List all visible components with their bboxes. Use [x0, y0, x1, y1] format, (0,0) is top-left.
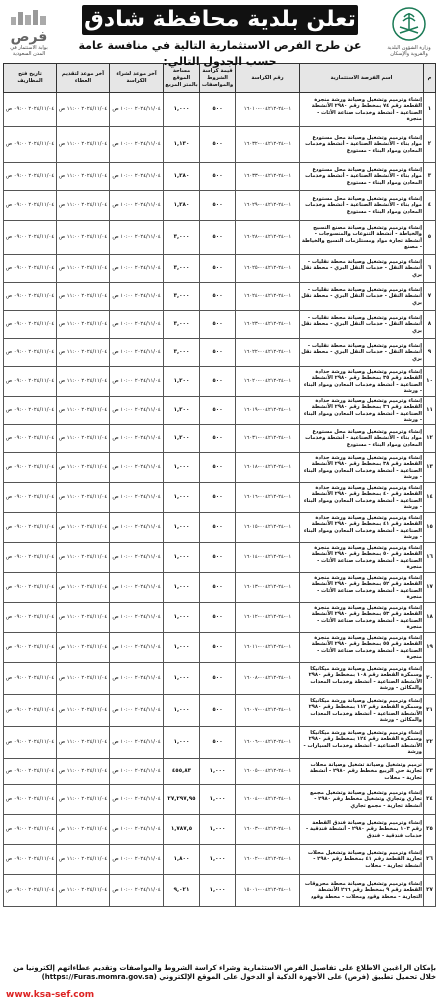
booklet-number: ٠١-٢٤-٠٠٤٢١٢-١٦٠٠٥ [236, 759, 300, 785]
booklet-number: ٠١-٢٤-٠٠٤٢١٢-١٦٠٢٠ [236, 367, 300, 397]
table-row [4, 127, 436, 163]
booklet-number: ٠١-٢٤-٠٠٤٢١٢-١٦٠١١ [236, 633, 300, 663]
opportunity-name: إنشاء وترميم وتشغيل وصيانة ورشة حدادة القطعة رقم ٤١ بمخطط رقم ٢٩٨٠ الأنشطة الصناعية - أنشطة وخدمات المعادن ومواد البناء - ورشة [300, 513, 424, 543]
row-number: ١٦ [424, 543, 436, 573]
table-row [4, 397, 436, 425]
opening-date: ٢٠٢٤/١١/٠٤ ٠٩:٠٠ ص [4, 311, 57, 339]
submit-deadline: ٢٠٢٤/١١/٠٤ ١١:٠٠ ص [57, 633, 110, 663]
site-area: ١,٠٠٠ [164, 727, 200, 759]
opening-date: ٢٠٢٤/١١/٠٤ ٠٩:٠٠ ص [4, 603, 57, 633]
opening-date: ٢٠٢٤/١١/٠٤ ٠٩:٠٠ ص [4, 191, 57, 221]
opportunity-name: إنشاء وترميم وتشغيل وصيانة محل مستودع مواد بناء - الأنشطة الصناعية - أنشطة وخدمات المعادن ومواد البناء - مستودع [300, 425, 424, 453]
opportunity-name: إنشاء وترميم وتشغيل وصيانة مصنع النسيج والخياطة - أنشطة التنوعات والمنسوجات - أنشطة تجارة مواد ومستلزمات النسيج والخياطة - مصنع [300, 221, 424, 255]
site-area: ٣,٠٠٠ [164, 221, 200, 255]
booklet-fee: ٥٠٠ [200, 367, 236, 397]
opening-date: ٢٠٢٤/١١/٠٤ ٠٩:٠٠ ص [4, 255, 57, 283]
booklet-fee: ٥٠٠ [200, 221, 236, 255]
booklet-number: ٠١-٢٤-٠٠٤٢١٢-١٦٠١٨ [236, 453, 300, 483]
buy-deadline: ٢٠٢٤/١١/٠٤ ١٠:٠٠ ص [110, 483, 164, 513]
table-row [4, 453, 436, 483]
table-row [4, 311, 436, 339]
table-row [4, 603, 436, 633]
row-number: ١٠ [424, 367, 436, 397]
opening-date: ٢٠٢٤/١١/٠٤ ٠٩:٠٠ ص [4, 483, 57, 513]
booklet-fee: ٥٠٠ [200, 573, 236, 603]
palm-swords-icon [392, 7, 426, 41]
booklet-fee: ٥٠٠ [200, 311, 236, 339]
booklet-fee: ١,٠٠٠ [200, 759, 236, 785]
submit-deadline: ٢٠٢٤/١١/٠٤ ١١:٠٠ ص [57, 815, 110, 845]
row-number: ٢٢ [424, 727, 436, 759]
buy-deadline: ٢٠٢٤/١١/٠٤ ١٠:٠٠ ص [110, 759, 164, 785]
opportunity-name: إنشاء وترميم وتشغيل وصيانة محطة نقليات - أنشطة النقل - خدمات النقل البري - محطة نقل بري [300, 255, 424, 283]
opening-date: ٢٠٢٤/١١/٠٤ ٠٩:٠٠ ص [4, 845, 57, 875]
site-area: ١,٠٠٠ [164, 513, 200, 543]
site-area: ١,٢٠٠ [164, 425, 200, 453]
site-area: ٣,٠٠٠ [164, 283, 200, 311]
site-area: ١,٠٠٠ [164, 695, 200, 727]
opening-date: ٢٠٢٤/١١/٠٤ ٠٩:٠٠ ص [4, 453, 57, 483]
submit-deadline: ٢٠٢٤/١١/٠٤ ١١:٠٠ ص [57, 283, 110, 311]
furas-logo-text: فرص [10, 29, 48, 45]
opportunity-name: إنشاء وترميم وتشغيل وصيانة ورشة منجرة القطعة رقم ٥٢ بمخطط رقم ٢٩٨٠ الأنشطة الصناعية - أنشطة وخدمات صناعة الأثاث - منجرة [300, 573, 424, 603]
opportunity-name: إنشاء وترميم وتشغيل وصيانة ورشة منجرة القطعة رقم ٥٠ بمخطط رقم ٢٩٨٠ الأنشطة الصناعية - أنشطة وخدمات صناعة الأثاث - منجرة [300, 543, 424, 573]
buy-deadline: ٢٠٢٤/١١/٠٤ ١٠:٠٠ ص [110, 453, 164, 483]
row-number: ٤ [424, 191, 436, 221]
ad-subtitle: عن طرح الفرص الاستثمارية التالية في منافسة عامة حسب الجدول التالي: [78, 39, 362, 68]
table-row [4, 191, 436, 221]
site-area: ١,٠٠٠ [164, 603, 200, 633]
opening-date: ٢٠٢٤/١١/٠٤ ٠٩:٠٠ ص [4, 425, 57, 453]
buy-deadline: ٢٠٢٤/١١/٠٤ ١٠:٠٠ ص [110, 93, 164, 127]
submit-deadline: ٢٠٢٤/١١/٠٤ ١١:٠٠ ص [57, 785, 110, 815]
booklet-fee: ٥٠٠ [200, 603, 236, 633]
site-area: ٤٥٥,٨٣ [164, 759, 200, 785]
opening-date: ٢٠٢٤/١١/٠٤ ٠٩:٠٠ ص [4, 221, 57, 255]
table-row [4, 425, 436, 453]
booklet-fee: ١,٠٠٠ [200, 845, 236, 875]
table-row [4, 543, 436, 573]
opening-date: ٢٠٢٤/١١/٠٤ ٠٩:٠٠ ص [4, 163, 57, 191]
buy-deadline: ٢٠٢٤/١١/٠٤ ١٠:٠٠ ص [110, 815, 164, 845]
row-number: ٢٧ [424, 875, 436, 907]
submit-deadline: ٢٠٢٤/١١/٠٤ ١١:٠٠ ص [57, 845, 110, 875]
submit-deadline: ٢٠٢٤/١١/٠٤ ١١:٠٠ ص [57, 191, 110, 221]
site-area: ١,٠٠٠ [164, 483, 200, 513]
table-row [4, 633, 436, 663]
site-area: ١,٠٠٠ [164, 453, 200, 483]
booklet-number: ٠١-٢٤-٠٠٤٢١٢-١٦٠١٩ [236, 397, 300, 425]
row-number: ٢٦ [424, 845, 436, 875]
booklet-fee: ٥٠٠ [200, 127, 236, 163]
col-header-name: اسم الفرصة الاستثمارية [300, 64, 424, 93]
col-header-buy-deadline: آخر موعد لشراء الكراسة [110, 64, 164, 93]
opportunity-name: إنشاء وترميم وتشغيل وصيانة وتشغيل محلات تجارية القطعة رقم ٤١ بمخطط رقم ٢٩٨٠ - أنشطة تجارية - محلات [300, 845, 424, 875]
booklet-number: ٠١-٢٤-٠٠٤٢١٢-١٦٠١٦ [236, 483, 300, 513]
site-area: ١,٠٠٠ [164, 663, 200, 695]
site-area: ٩,٠٢١ [164, 875, 200, 907]
opportunity-name: إنشاء وترميم وتشغيل وصيانة ورشة ميكانيكا وسمكرة القطعة رقم ١٠٨ بمخطط رقم ٢٩٨٠ الأنشطة الصناعية - أنشطة وخدمات المعدات والمكائن - ورشة [300, 663, 424, 695]
buy-deadline: ٢٠٢٤/١١/٠٤ ١٠:٠٠ ص [110, 875, 164, 907]
submit-deadline: ٢٠٢٤/١١/٠٤ ١١:٠٠ ص [57, 513, 110, 543]
row-number: ١٤ [424, 483, 436, 513]
table-row [4, 339, 436, 367]
buy-deadline: ٢٠٢٤/١١/٠٤ ١٠:٠٠ ص [110, 311, 164, 339]
buy-deadline: ٢٠٢٤/١١/٠٤ ١٠:٠٠ ص [110, 603, 164, 633]
buy-deadline: ٢٠٢٤/١١/٠٤ ١٠:٠٠ ص [110, 283, 164, 311]
opening-date: ٢٠٢٤/١١/٠٤ ٠٩:٠٠ ص [4, 513, 57, 543]
booklet-number: ٠١-٢٤-٠٠٤٢١٢-١٦٠٢٤ [236, 283, 300, 311]
buy-deadline: ٢٠٢٤/١١/٠٤ ١٠:٠٠ ص [110, 573, 164, 603]
row-number: ٢٥ [424, 815, 436, 845]
submit-deadline: ٢٠٢٤/١١/٠٤ ١١:٠٠ ص [57, 603, 110, 633]
row-number: ٢٠ [424, 663, 436, 695]
booklet-number: ٠١-٢٤-٠٠٤٢١٢-١٦٠٢٣ [236, 311, 300, 339]
opening-date: ٢٠٢٤/١١/٠٤ ٠٩:٠٠ ص [4, 339, 57, 367]
opportunities-table [3, 63, 436, 907]
opening-date: ٢٠٢٤/١١/٠٤ ٠٩:٠٠ ص [4, 127, 57, 163]
row-number: ١ [424, 93, 436, 127]
site-area: ١,٠٠٠ [164, 633, 200, 663]
site-area: ١,٠٠٠ [164, 573, 200, 603]
booklet-fee: ٥٠٠ [200, 543, 236, 573]
booklet-fee: ١,٠٠٠ [200, 875, 236, 907]
booklet-number: ٠١-٢٤-٠٠٤٢١٢-١٦٠١٤ [236, 543, 300, 573]
opportunity-name: إنشاء وترميم وتشغيل وصيانة محطة نقليات - أنشطة النقل - خدمات النقل البري - محطة نقل بري [300, 283, 424, 311]
site-area: ١,٢٨٠ [164, 191, 200, 221]
table-row [4, 283, 436, 311]
table-row [4, 785, 436, 815]
opportunity-name: إنشاء وترميم وتشغيل وصيانة ورشة ميكانيكا وسمكرة القطعة رقم ١١٢ بمخطط رقم ٢٩٨٠ الأنشطة الصناعية - أنشطة وخدمات المعدات والمكائن - ورشة [300, 695, 424, 727]
booklet-number: ٠١-٢٤-٠٠٤٢١٢-١٦٠٠٤ [236, 785, 300, 815]
table-row [4, 727, 436, 759]
opportunity-name: إنشاء وترميم وتشغيل وصيانة محل مستودع مواد بناء - الأنشطة الصناعية - أنشطة وخدمات المعادن ومواد البناء - مستودع [300, 191, 424, 221]
buy-deadline: ٢٠٢٤/١١/٠٤ ١٠:٠٠ ص [110, 845, 164, 875]
buy-deadline: ٢٠٢٤/١١/٠٤ ١٠:٠٠ ص [110, 191, 164, 221]
booklet-fee: ٥٠٠ [200, 425, 236, 453]
ministry-name: وزارة الشؤون البلدية والقروية والإسكان [387, 45, 431, 57]
submit-deadline: ٢٠٢٤/١١/٠٤ ١١:٠٠ ص [57, 695, 110, 727]
booklet-number: ٠١-٢٤-٠٠٤٢١٢-١٦٠٣٣ [236, 163, 300, 191]
submit-deadline: ٢٠٢٤/١١/٠٤ ١١:٠٠ ص [57, 453, 110, 483]
booklet-fee: ٥٠٠ [200, 397, 236, 425]
submit-deadline: ٢٠٢٤/١١/٠٤ ١١:٠٠ ص [57, 339, 110, 367]
ad-title: تعلن بلدية محافظة شادق [82, 5, 358, 35]
buy-deadline: ٢٠٢٤/١١/٠٤ ١٠:٠٠ ص [110, 663, 164, 695]
table-row [4, 163, 436, 191]
col-header-submit-deadline: آخر موعد لتقديم العطاء [57, 64, 110, 93]
table-row [4, 483, 436, 513]
opening-date: ٢٠٢٤/١١/٠٤ ٠٩:٠٠ ص [4, 695, 57, 727]
booklet-number: ٠١-٢٤-٠٠٤٢١٢-١٦٠٣١ [236, 425, 300, 453]
site-area: ٢٧,٢٩٧,٩٥ [164, 785, 200, 815]
opportunity-name: إنشاء وترميم وتشغيل وصيانة ورشة منجرة القطعة رقم ٥٣ بمخطط رقم ٢٩٨٠ الأنشطة الصناعية - أنشطة وخدمات صناعة الأثاث - منجرة [300, 603, 424, 633]
opportunity-name: إنشاء وترميم وتشغيل وصيانة محل مستودع مواد بناء - الأنشطة الصناعية - أنشطة وخدمات المعادن ومواد البناء - مستودع [300, 127, 424, 163]
table-row [4, 221, 436, 255]
table-row [4, 255, 436, 283]
opportunity-name: إنشاء وترميم وتشغيل وصيانة ورشة حدادة القطعة رقم ٣٥ بمخطط رقم ٢٩٨٠ الأنشطة الصناعية - أنشطة وخدمات المعادن ومواد البناء - ورشة [300, 367, 424, 397]
city-skyline-icon [9, 9, 49, 25]
row-number: ١١ [424, 397, 436, 425]
ad-header [4, 3, 436, 68]
opening-date: ٢٠٢٤/١١/٠٤ ٠٩:٠٠ ص [4, 785, 57, 815]
booklet-fee: ٥٠٠ [200, 163, 236, 191]
table-body [4, 93, 436, 907]
site-area: ٣,٠٠٠ [164, 311, 200, 339]
booklet-fee: ٥٠٠ [200, 483, 236, 513]
submit-deadline: ٢٠٢٤/١١/٠٤ ١١:٠٠ ص [57, 163, 110, 191]
submit-deadline: ٢٠٢٤/١١/٠٤ ١١:٠٠ ص [57, 367, 110, 397]
opening-date: ٢٠٢٤/١١/٠٤ ٠٩:٠٠ ص [4, 727, 57, 759]
buy-deadline: ٢٠٢٤/١١/٠٤ ١٠:٠٠ ص [110, 633, 164, 663]
submit-deadline: ٢٠٢٤/١١/٠٤ ١١:٠٠ ص [57, 397, 110, 425]
opportunity-name: إنشاء وترميم وتشغيل وصيانة ورشة حدادة القطعة رقم ٣٨ بمخطط رقم ٢٩٨٠ الأنشطة الصناعية - أنشطة وخدمات المعادن ومواد البناء - ورشة [300, 453, 424, 483]
buy-deadline: ٢٠٢٤/١١/٠٤ ١٠:٠٠ ص [110, 513, 164, 543]
site-area: ١,٧٨٧,٥ [164, 815, 200, 845]
row-number: ٢١ [424, 695, 436, 727]
buy-deadline: ٢٠٢٤/١١/٠٤ ١٠:٠٠ ص [110, 397, 164, 425]
row-number: ٣ [424, 163, 436, 191]
opportunity-name: إنشاء وترميم وتشغيل وصيانة ورشة ميكانيكا وسمكرة القطعة رقم ١٢٤ بمخطط رقم ٢٩٨٠ الأنشطة الصناعية - أنشطة وخدمات السيارات - ورشة [300, 727, 424, 759]
opening-date: ٢٠٢٤/١١/٠٤ ٠٩:٠٠ ص [4, 875, 57, 907]
row-number: ١٥ [424, 513, 436, 543]
row-number: ٨ [424, 311, 436, 339]
table-row [4, 573, 436, 603]
opportunity-name: إنشاء وترميم وتشغيل وصيانة محطة نقليات - أنشطة النقل - خدمات النقل البري - محطة نقل بري [300, 339, 424, 367]
booklet-number: ٠١-٢٤-٠٠٤٢١٢-١٦٠٠٣ [236, 815, 300, 845]
row-number: ١٢ [424, 425, 436, 453]
buy-deadline: ٢٠٢٤/١١/٠٤ ١٠:٠٠ ص [110, 221, 164, 255]
table-row [4, 663, 436, 695]
opportunity-name: إنشاء وترميم وتشغيل وصيانة ورشة منجرة القطعة رقم ٥٥ بمخطط رقم ٢٩٨٠ الأنشطة الصناعية - أنشطة وخدمات صناعة الأثاث - منجرة [300, 633, 424, 663]
site-area: ٣,٠٠٠ [164, 339, 200, 367]
submit-deadline: ٢٠٢٤/١١/٠٤ ١١:٠٠ ص [57, 127, 110, 163]
opening-date: ٢٠٢٤/١١/٠٤ ٠٩:٠٠ ص [4, 543, 57, 573]
buy-deadline: ٢٠٢٤/١١/٠٤ ١٠:٠٠ ص [110, 163, 164, 191]
booklet-number: ٠١-٢٤-٠٠٤٢١٢-١٦٠٢٥ [236, 255, 300, 283]
table-row [4, 93, 436, 127]
booklet-number: ٠١-٢٤-٠٠٤٢١٢-١٦٠٠٦ [236, 727, 300, 759]
row-number: ١٧ [424, 573, 436, 603]
furas-tagline: بوابة الاستثمار في المدن السعودية [10, 45, 48, 57]
row-number: ٩ [424, 339, 436, 367]
booklet-fee: ٥٠٠ [200, 283, 236, 311]
buy-deadline: ٢٠٢٤/١١/٠٤ ١٠:٠٠ ص [110, 727, 164, 759]
submit-deadline: ٢٠٢٤/١١/٠٤ ١١:٠٠ ص [57, 425, 110, 453]
site-area: ١,٢٠٠ [164, 397, 200, 425]
opening-date: ٢٠٢٤/١١/٠٤ ٠٩:٠٠ ص [4, 283, 57, 311]
table-row [4, 759, 436, 785]
opportunity-name: إنشاء وترميم وتشغيل وصيانة ورشة منجرة القطعة رقم ٧٤ بمخطط رقم ٢٩٨٠ الأنشطة الصناعية - أنشطة وخدمات صناعة الأثاث - منجرة [300, 93, 424, 127]
booklet-fee: ٥٠٠ [200, 93, 236, 127]
booklet-fee: ٥٠٠ [200, 695, 236, 727]
col-header-opening-date: تاريخ فتح المظاريف [4, 64, 57, 93]
submit-deadline: ٢٠٢٤/١١/٠٤ ١١:٠٠ ص [57, 483, 110, 513]
submit-deadline: ٢٠٢٤/١١/٠٤ ١١:٠٠ ص [57, 543, 110, 573]
submit-deadline: ٢٠٢٤/١١/٠٤ ١١:٠٠ ص [57, 727, 110, 759]
submit-deadline: ٢٠٢٤/١١/٠٤ ١١:٠٠ ص [57, 663, 110, 695]
buy-deadline: ٢٠٢٤/١١/٠٤ ١٠:٠٠ ص [110, 695, 164, 727]
booklet-number: ٠١-٢٤-٠٠٤٢١٢-١٦٠٢٩ [236, 191, 300, 221]
opportunity-name: إنشاء وترميم وتشغيل وصيانة ورشة حدادة القطعة رقم ٣٦ بمخطط رقم ٢٩٨٠ الأنشطة الصناعية - أنشطة وخدمات المعادن ومواد البناء - ورشة [300, 397, 424, 425]
table-row [4, 875, 436, 907]
site-area: ١,١٣٠ [164, 127, 200, 163]
col-header-booklet: رقم الكراسة [236, 64, 300, 93]
opportunity-name: إنشاء وترميم وتشغيل وصيانة ورشة حدادة القطعة رقم ٤٠ بمخطط رقم ٢٩٨٠ الأنشطة الصناعية - أنشطة وخدمات المعادن ومواد البناء - ورشة [300, 483, 424, 513]
site-area: ١,٨٠٠ [164, 845, 200, 875]
site-area: ١,٢٨٠ [164, 163, 200, 191]
submit-deadline: ٢٠٢٤/١١/٠٤ ١١:٠٠ ص [57, 221, 110, 255]
submit-deadline: ٢٠٢٤/١١/٠٤ ١١:٠٠ ص [57, 573, 110, 603]
row-number: ١٣ [424, 453, 436, 483]
opportunity-name: إنشاء وترميم وتشغيل وصيانة فندق القطعة رقم ١٠٣ بمخطط رقم ٢٩٨٠ - أنشطة فندقية - خدمات فندقية - فندق [300, 815, 424, 845]
opening-date: ٢٠٢٤/١١/٠٤ ٠٩:٠٠ ص [4, 759, 57, 785]
opening-date: ٢٠٢٤/١١/٠٤ ٠٩:٠٠ ص [4, 815, 57, 845]
opportunity-name: إنشاء وترميم وتشغيل وصيانة وتشغيل مجمع تجاري وتجاري وتشغيل مخطط رقم ٢٩٨٠ - أنشطة تجارية - مجمع تجاري [300, 785, 424, 815]
opportunity-name: ترميم وتشغيل وصيانة تشغيل وصيانة محلات تجارية حي الربيع مخطط رقم ٢٩٨٠ - أنشطة تجارية - محلات [300, 759, 424, 785]
booklet-number: ٠١-٢٤-٠٠٤٢١٢-١٦٠١٥ [236, 513, 300, 543]
booklet-fee: ٥٠٠ [200, 255, 236, 283]
row-number: ١٨ [424, 603, 436, 633]
title-box [62, 3, 378, 68]
row-number: ٢٣ [424, 759, 436, 785]
booklet-fee: ٥٠٠ [200, 633, 236, 663]
booklet-number: ٠١-٢٤-٠٠٤٢١٢-١٥٠٠١ [236, 875, 300, 907]
row-number: ٧ [424, 283, 436, 311]
booklet-number: ٠١-٢٤-٠٠٤٢١٢-١٦٠٠٨ [236, 663, 300, 695]
booklet-fee: ٥٠٠ [200, 191, 236, 221]
booklet-fee: ٥٠٠ [200, 453, 236, 483]
booklet-number: ٠١-٢٤-٠٠٤٢١٢-١٦٠٠٢ [236, 845, 300, 875]
booklet-number: ٠١-٢٤-٠٠٤٢١٢-١٦٠١٣ [236, 573, 300, 603]
furas-logo [6, 9, 52, 55]
booklet-number: ٠١-٢٤-٠٠٤٢١٢-١٦٠٢٨ [236, 221, 300, 255]
buy-deadline: ٢٠٢٤/١١/٠٤ ١٠:٠٠ ص [110, 425, 164, 453]
submit-deadline: ٢٠٢٤/١١/٠٤ ١١:٠٠ ص [57, 759, 110, 785]
booklet-fee: ٥٠٠ [200, 339, 236, 367]
opening-date: ٢٠٢٤/١١/٠٤ ٠٩:٠٠ ص [4, 397, 57, 425]
ministry-logo [384, 7, 434, 59]
opportunity-name: إنشاء وترميم وتشغيل وصيانة محطة محروقات القطعة رقم ٩ بمخطط رقم ٢٦٦ الأنشطة التجارية - محطة وقود ومحلات - محطة وقود [300, 875, 424, 907]
opening-date: ٢٠٢٤/١١/٠٤ ٠٩:٠٠ ص [4, 633, 57, 663]
submit-deadline: ٢٠٢٤/١١/٠٤ ١١:٠٠ ص [57, 875, 110, 907]
row-number: ٢٤ [424, 785, 436, 815]
booklet-number: ٠١-٢٤-٠٠٤٢١٢-١٦٠٣٢ [236, 127, 300, 163]
table-row [4, 513, 436, 543]
col-header-fee: قيمة كراسة الشروط والمواصفات [200, 64, 236, 93]
submit-deadline: ٢٠٢٤/١١/٠٤ ١١:٠٠ ص [57, 255, 110, 283]
booklet-number: ٠١-٢٤-٠٠٤٢١٢-١٦٠٢٢ [236, 339, 300, 367]
col-header-area: مساحة الموقع بالمتر المربع [164, 64, 200, 93]
booklet-fee: ١,٠٠٠ [200, 815, 236, 845]
booklet-number: ٠١-٢٤-٠٠٤٢١٢-١٦٠١٢ [236, 603, 300, 633]
site-area: ١,٠٠٠ [164, 543, 200, 573]
table-row [4, 695, 436, 727]
buy-deadline: ٢٠٢٤/١١/٠٤ ١٠:٠٠ ص [110, 785, 164, 815]
row-number: ١٩ [424, 633, 436, 663]
row-number: ٢ [424, 127, 436, 163]
row-number: ٦ [424, 255, 436, 283]
col-header-number: م [424, 64, 436, 93]
table-row [4, 815, 436, 845]
buy-deadline: ٢٠٢٤/١١/٠٤ ١٠:٠٠ ص [110, 367, 164, 397]
footer-note: بإمكان الراغبين الاطلاع على تفاصيل الفرص الاستثمارية وشراء كراسة الشروط والمواصفات وتقديم عطاءاتهم إلكترونيا من خلال تحميل تطبيق (فرص) على الأجهزة الذكية أو الدخول على الموقع الإلكتروني (https://Furas.momra.gov.sa) [13, 964, 436, 981]
buy-deadline: ٢٠٢٤/١١/٠٤ ١٠:٠٠ ص [110, 127, 164, 163]
opening-date: ٢٠٢٤/١١/٠٤ ٠٩:٠٠ ص [4, 93, 57, 127]
site-area: ١,٢٠٠ [164, 367, 200, 397]
opportunity-name: إنشاء وترميم وتشغيل وصيانة محطة نقليات - أنشطة النقل - خدمات النقل البري - محطة نقل بري [300, 311, 424, 339]
buy-deadline: ٢٠٢٤/١١/٠٤ ١٠:٠٠ ص [110, 255, 164, 283]
table-row [4, 367, 436, 397]
opening-date: ٢٠٢٤/١١/٠٤ ٠٩:٠٠ ص [4, 573, 57, 603]
opportunity-name: إنشاء وترميم وتشغيل وصيانة محل مستودع مواد بناء - الأنشطة الصناعية - أنشطة وخدمات المعادن ومواد البناء - مستودع [300, 163, 424, 191]
site-area: ٣,٠٠٠ [164, 255, 200, 283]
buy-deadline: ٢٠٢٤/١١/٠٤ ١٠:٠٠ ص [110, 543, 164, 573]
booklet-fee: ٥٠٠ [200, 727, 236, 759]
site-watermark: www.ksa-sef.com [6, 990, 95, 1000]
opening-date: ٢٠٢٤/١١/٠٤ ٠٩:٠٠ ص [4, 663, 57, 695]
opening-date: ٢٠٢٤/١١/٠٤ ٠٩:٠٠ ص [4, 367, 57, 397]
booklet-fee: ١,٠٠٠ [200, 785, 236, 815]
booklet-number: ٠١-٢٤-٠٠٤٢١٢-١٦٠٠٧ [236, 695, 300, 727]
row-number: ٥ [424, 221, 436, 255]
buy-deadline: ٢٠٢٤/١١/٠٤ ١٠:٠٠ ص [110, 339, 164, 367]
booklet-number: ٠١-٢٤-٠٠٤٢١٢-١٦٠١٠ [236, 93, 300, 127]
submit-deadline: ٢٠٢٤/١١/٠٤ ١١:٠٠ ص [57, 93, 110, 127]
submit-deadline: ٢٠٢٤/١١/٠٤ ١١:٠٠ ص [57, 311, 110, 339]
site-area: ١,٠٠٠ [164, 93, 200, 127]
booklet-fee: ٥٠٠ [200, 663, 236, 695]
booklet-fee: ٥٠٠ [200, 513, 236, 543]
table-row [4, 845, 436, 875]
